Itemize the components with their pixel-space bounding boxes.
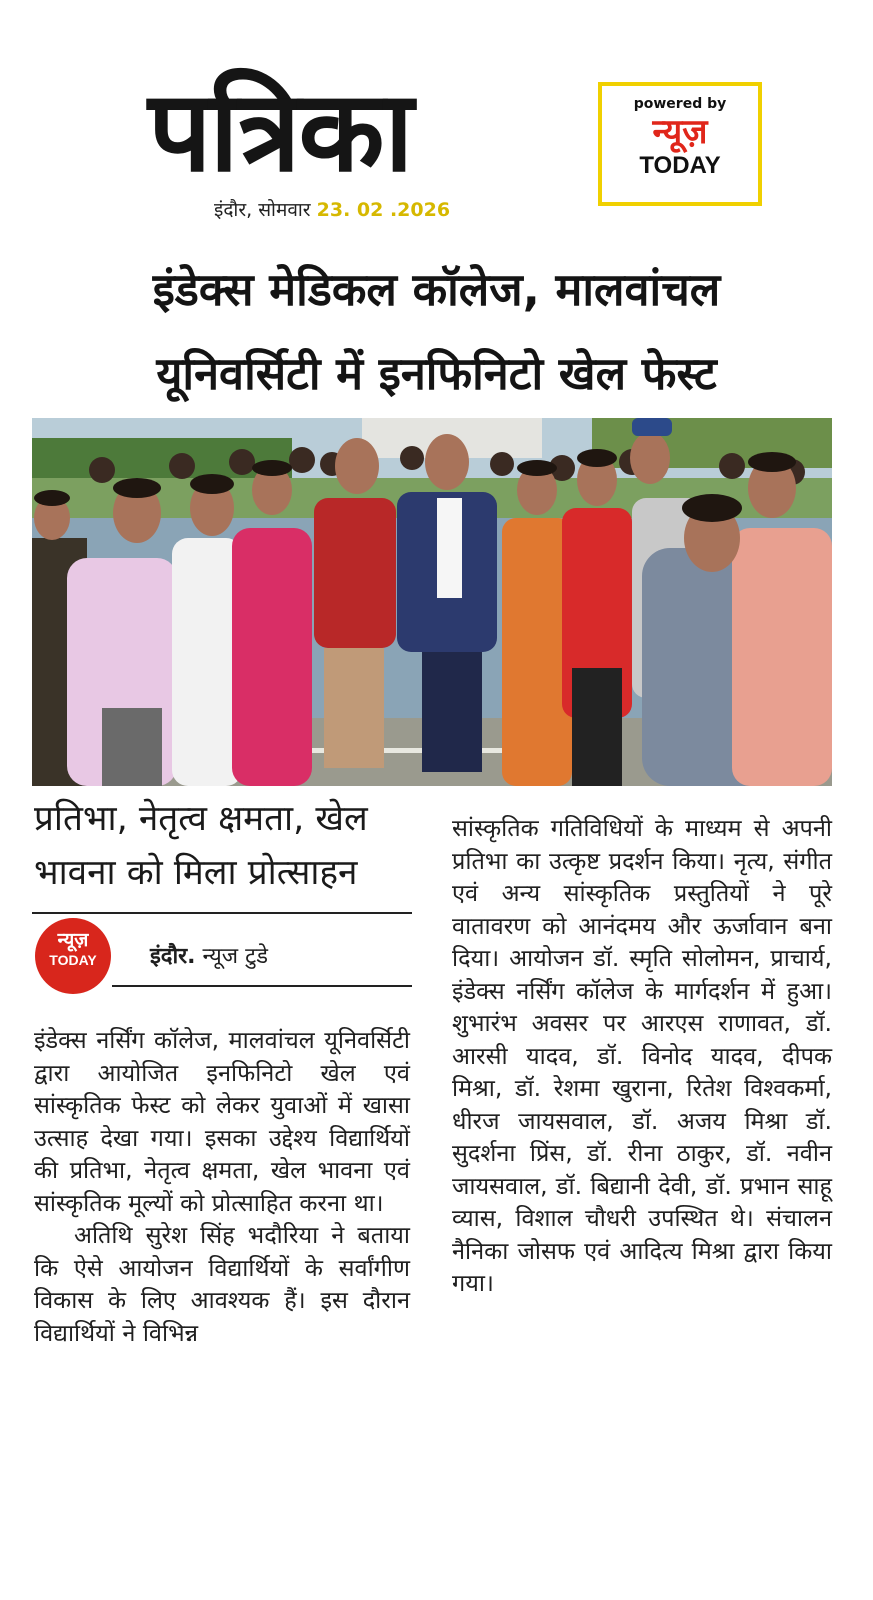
dateline-date: 23. 02 .2026 — [316, 199, 451, 221]
divider-rule — [32, 912, 412, 914]
byline — [150, 940, 268, 970]
byline-rule — [112, 985, 412, 987]
subhead-line-1: प्रतिभा, नेतृत्व क्षमता, खेल — [34, 799, 368, 839]
headline-line-2: यूनिवर्सिटी में इनफिनिटो खेल फेस्ट — [156, 347, 717, 400]
news-today-badge — [598, 82, 762, 206]
news-today-logo-english: TODAY — [639, 152, 721, 179]
article-paragraph-1: इंडेक्स नर्सिंग कॉलेज, मालवांचल यूनिवर्सिटी द्वारा आयोजित इनफिनिटो खेल एवं सांस्कृतिक फेस्ट को लेकर युवाओं में खासा उत्साह देखा गया। इसका उद्देश्य विद्यार्थियों की प्रतिभा, नेतृत्व क्षमता, खेल भावना एवं सांस्कृतिक मूल्यों को प्रोत्साहित करना था। — [34, 1026, 410, 1217]
news-today-round-logo — [35, 918, 111, 994]
headline-line-1: इंडेक्स मेडिकल कॉलेज, मालवांचल — [152, 263, 721, 316]
group-photo-illustration — [32, 418, 832, 786]
news-today-logo-hindi: न्यूज़ — [652, 112, 708, 152]
round-logo-english: TODAY — [49, 952, 97, 968]
article-paragraph-3: सांस्कृतिक गतिविधियों के माध्यम से अपनी प्रतिभा का उत्कृष्ट प्रदर्शन किया। नृत्य, संगीत एवं अन्य सांस्कृतिक प्रस्तुतियों ने पूरे वातावरण को आनंदमय और ऊर्जावान बना दिया। आयोजन डॉ. स्मृति सोलोमन, प्राचार्य, इंडेक्स नर्सिंग कॉलेज के मार्गदर्शन में हुआ। शुभारंभ अवसर पर आरएस राणावत, डॉ. आरसी यादव, डॉ. विनोद यादव, दीपक मिश्रा, डॉ. रेशमा खुराना, रितेश विश्वकर्मा, धीरज जायसवाल, डॉ. अजय मिश्रा डॉ. सुदर्शना प्रिंस, डॉ. रीना ठाकुर, डॉ. नवीन जायसवाल, डॉ. बिद्यानी देवी, डॉ. प्रभान साहू व्यास, विशाल चौधरी उपस्थित थे। संचालन नैनिका जोसफ एवं आदित्य मिश्रा द्वारा किया गया। — [452, 814, 832, 1297]
newspaper-masthead: पत्रिका — [148, 66, 412, 197]
subhead-line-2: भावना को मिला प्रोत्साहन — [34, 853, 358, 893]
article-headline — [20, 248, 853, 416]
byline-city: इंदौर. — [150, 944, 196, 969]
dateline-city-day: इंदौर, सोमवार — [214, 199, 311, 221]
article-photo — [32, 418, 832, 786]
article-column-right — [452, 812, 832, 1300]
dateline — [214, 196, 450, 222]
round-logo-hindi: न्यूज़ — [57, 929, 89, 951]
powered-by-label: powered by — [633, 96, 727, 112]
article-paragraph-2: अतिथि सुरेश सिंह भदौरिया ने बताया कि ऐसे आयोजन विद्यार्थियों के सर्वांगीण विकास के लिए आवश्यक हैं। इस दौरान विद्यार्थियों ने विभिन्न — [34, 1221, 410, 1347]
article-column-left — [34, 1024, 410, 1349]
article-subheadline — [34, 792, 424, 900]
byline-source: न्यूज टुडे — [202, 944, 268, 969]
